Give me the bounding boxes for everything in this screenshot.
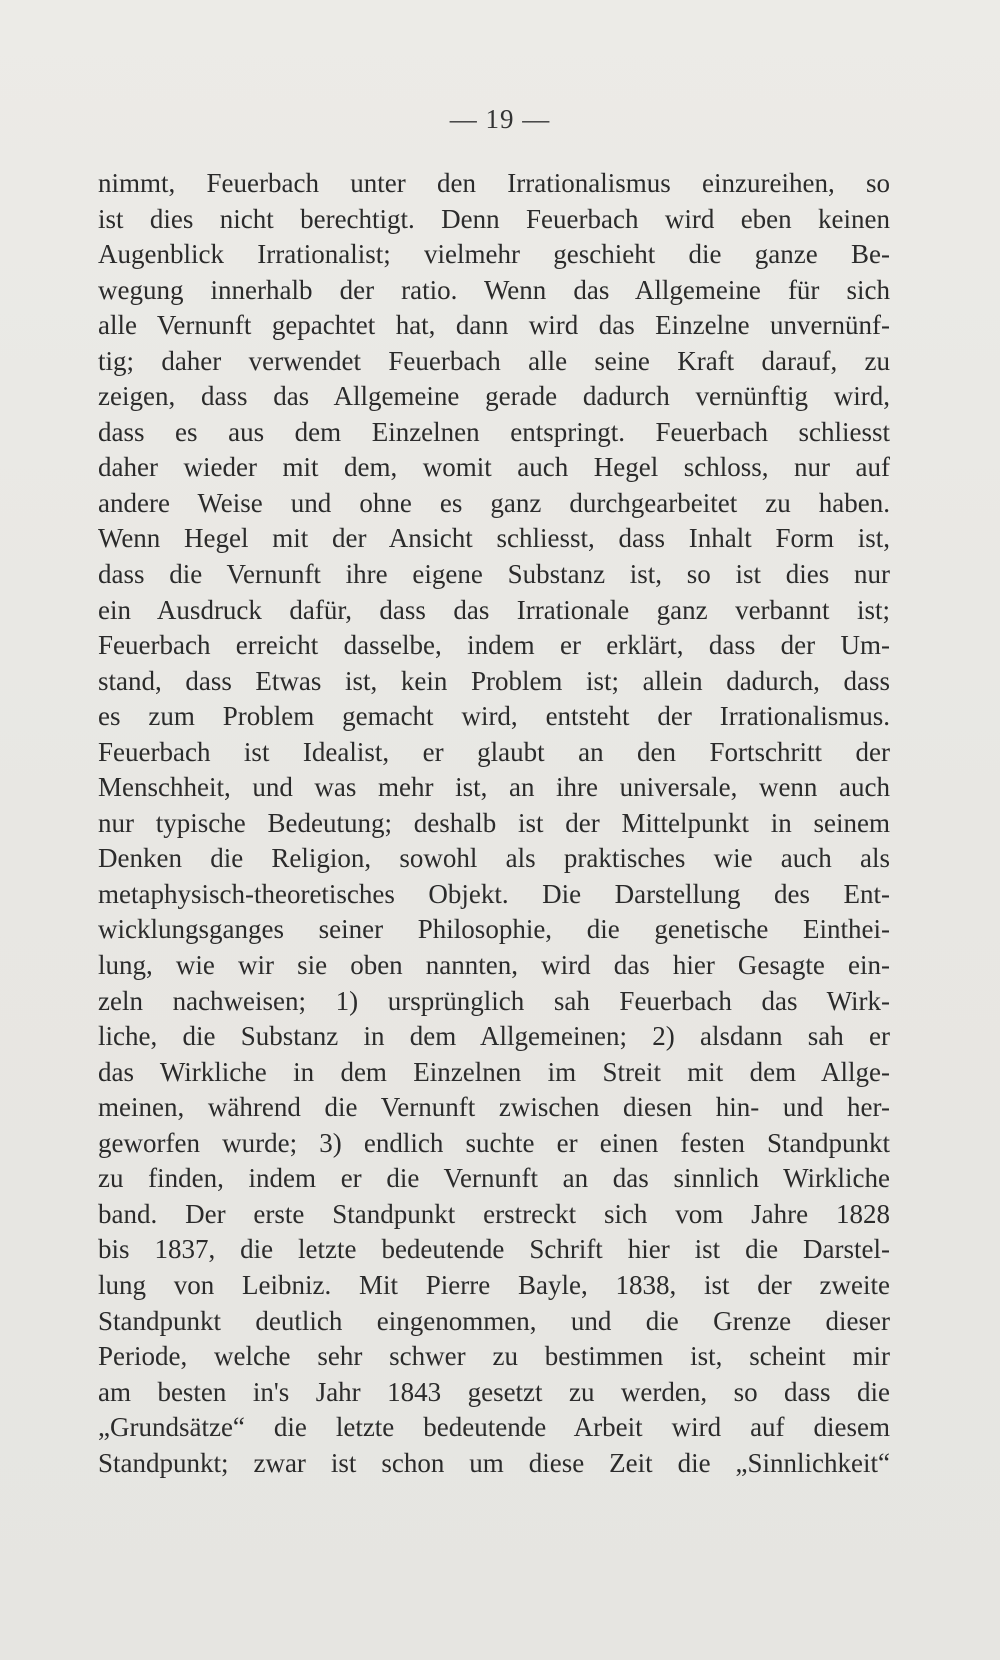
text-line: band. Der erste Standpunkt erstreckt sich vom Jahre 1828 bbox=[98, 1198, 890, 1229]
text-line: Standpunkt deutlich eingenommen, und die Grenze dieser bbox=[98, 1305, 890, 1336]
text-line: lung von Leibniz. Mit Pierre Bayle, 1838, ist der zweite bbox=[98, 1269, 890, 1300]
text-line: dass es aus dem Einzelnen entspringt. Feuerbach schliesst bbox=[98, 416, 890, 447]
text-line: andere Weise und ohne es ganz durchgearbeitet zu haben. bbox=[98, 487, 890, 518]
text-line: Feuerbach erreicht dasselbe, indem er erklärt, dass der Um- bbox=[98, 630, 890, 661]
text-line: Denken die Religion, sowohl als praktisches wie auch als bbox=[98, 843, 890, 874]
text-line: stand, dass Etwas ist, kein Problem ist; allein dadurch, dass bbox=[98, 665, 890, 696]
text-line: alle Vernunft gepachtet hat, dann wird das Einzelne unvernünf- bbox=[98, 310, 890, 341]
text-line: meinen, während die Vernunft zwischen diesen hin- und her- bbox=[98, 1092, 890, 1123]
text-line: lung, wie wir sie oben nannten, wird das hier Gesagte ein- bbox=[98, 950, 890, 981]
text-line: wegung innerhalb der ratio. Wenn das Allgemeine für sich bbox=[98, 274, 890, 305]
page-number: — 19 — bbox=[449, 104, 551, 134]
text-line: Periode, welche sehr schwer zu bestimmen ist, scheint mir bbox=[98, 1341, 890, 1372]
text-line: wicklungsganges seiner Philosophie, die genetische Einthei- bbox=[98, 914, 890, 945]
text-line: tig; daher verwendet Feuerbach alle seine Kraft darauf, zu bbox=[98, 345, 890, 376]
text-line: dass die Vernunft ihre eigene Substanz ist, so ist dies nur bbox=[98, 559, 890, 590]
text-line: Wenn Hegel mit der Ansicht schliesst, dass Inhalt Form ist, bbox=[98, 523, 890, 554]
text-line: Standpunkt; zwar ist schon um diese Zeit die „Sinnlichkeit“ bbox=[98, 1447, 890, 1478]
text-line: metaphysisch-theoretisches Objekt. Die Darstellung des Ent- bbox=[98, 878, 890, 909]
text-line: Feuerbach ist Idealist, er glaubt an den Fortschritt der bbox=[98, 736, 890, 767]
text-line: „Grundsätze“ die letzte bedeutende Arbeit wird auf diesem bbox=[98, 1412, 890, 1443]
text-line: zeigen, dass das Allgemeine gerade dadurch vernünftig wird, bbox=[98, 381, 890, 412]
text-line: Menschheit, und was mehr ist, an ihre universale, wenn auch bbox=[98, 772, 890, 803]
text-line: daher wieder mit dem, womit auch Hegel schloss, nur auf bbox=[98, 452, 890, 483]
text-line: es zum Problem gemacht wird, entsteht der Irrationalismus. bbox=[98, 701, 890, 732]
text-line: Augenblick Irrationalist; vielmehr geschieht die ganze Be- bbox=[98, 239, 890, 270]
text-line: nur typische Bedeutung; deshalb ist der Mittelpunkt in seinem bbox=[98, 807, 890, 838]
text-line: das Wirkliche in dem Einzelnen im Streit mit dem Allge- bbox=[98, 1056, 890, 1087]
text-line: nimmt, Feuerbach unter den Irrationalismus einzureihen, so bbox=[98, 168, 890, 198]
text-line: am besten in's Jahr 1843 gesetzt zu werden, so dass die bbox=[98, 1376, 890, 1407]
text-line: bis 1837, die letzte bedeutende Schrift hier ist die Darstel- bbox=[98, 1234, 890, 1265]
text-line: liche, die Substanz in dem Allgemeinen; 2) alsdann sah er bbox=[98, 1021, 890, 1052]
text-line: ist dies nicht berechtigt. Denn Feuerbach wird eben keinen bbox=[98, 203, 890, 234]
text-line: zeln nachweisen; 1) ursprünglich sah Feuerbach das Wirk- bbox=[98, 985, 890, 1016]
text-line: geworfen wurde; 3) endlich suchte er einen festen Standpunkt bbox=[98, 1127, 890, 1158]
text-line: zu finden, indem er die Vernunft an das sinnlich Wirkliche bbox=[98, 1163, 890, 1194]
text-line: ein Ausdruck dafür, dass das Irrationale ganz verbannt ist; bbox=[98, 594, 890, 625]
body-text bbox=[98, 166, 890, 1481]
